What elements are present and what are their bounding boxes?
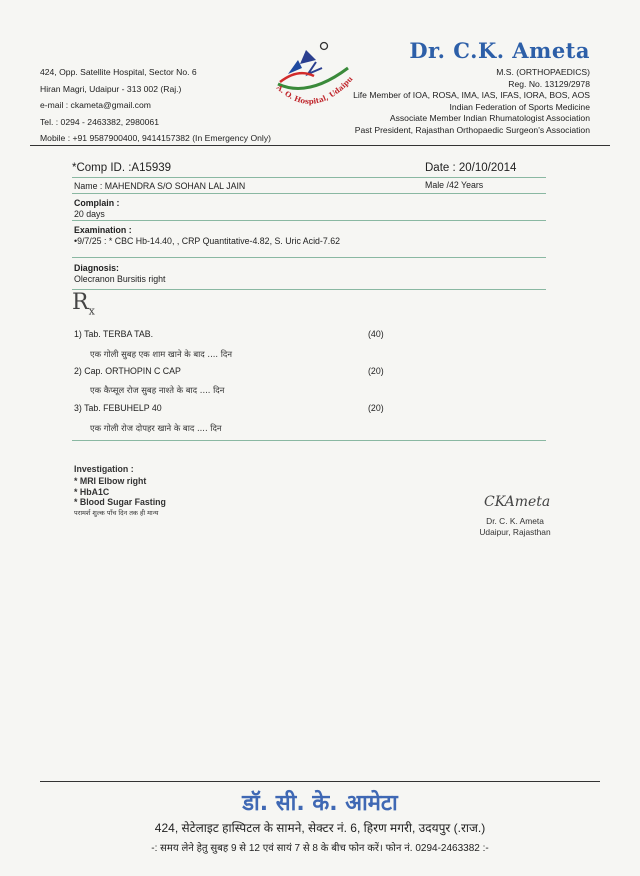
qualification-line: M.S. (ORTHOPAEDICS) <box>496 67 590 77</box>
footer-address: 424, सेटेलाइट हास्पिटल के सामने, सेक्टर नं. 6, हिरण मगरी, उदयपुर (.राज.) <box>154 821 486 835</box>
hospital-logo <box>268 38 360 116</box>
fee-validity-note: परामर्श शुल्क पाँच दिन तक ही मान्य <box>74 509 159 517</box>
complain-value: 20 days <box>74 209 105 219</box>
footer-timing: -: समय लेने हेतु सुबह 9 से 12 एवं सायं 7 से 8 के बीच फोन करें। फोन नं. 0294-2463382 :- <box>151 843 489 854</box>
mobile-line: Mobile : +91 9587900400, 9414157382 (In Emergency Only) <box>40 133 271 143</box>
comp-id: *Comp ID. :A15939 <box>72 162 172 174</box>
medicine-instruction: एक कैप्सूल रोज सुबह नाश्ते के बाद .... दिन <box>90 385 225 395</box>
examination-value: •9/7/25 : * CBC Hb-14.40, , CRP Quantitative-4.82, S. Uric Acid-7.62 <box>74 236 340 246</box>
doctor-signature: CKAmeta <box>484 494 551 510</box>
medicine-line: 3) Tab. FEBUHELP 40 <box>74 403 162 413</box>
footer-divider <box>40 781 600 782</box>
qualification-line: Past President, Rajasthan Orthopaedic Surgeon's Association <box>354 124 590 135</box>
clinic-address <box>40 64 271 147</box>
signature-block <box>470 516 560 538</box>
rx-subscript: x <box>88 304 95 318</box>
email-line: e-mail : ckameta@gmail.com <box>40 100 151 110</box>
logo-text: A. O. Hospital, Udaipu <box>274 74 355 106</box>
header-divider <box>30 145 610 146</box>
divider <box>72 177 546 178</box>
phone-line: Tel. : 0294 - 2463382, 2980061 <box>40 116 159 127</box>
diagnosis-label: Diagnosis: <box>74 263 119 273</box>
investigation-list <box>74 476 166 508</box>
divider <box>72 440 546 441</box>
examination-label: Examination : <box>74 225 132 235</box>
medicine-qty: (20) <box>368 366 384 376</box>
address-line: Hiran Magri, Udaipur - 313 002 (Raj.) <box>40 83 182 94</box>
medicine-qty: (40) <box>368 329 384 339</box>
signature-name: Dr. C. K. Ameta <box>486 516 544 526</box>
signature-place: Udaipur, Rajasthan <box>479 527 551 537</box>
qualification-line: Reg. No. 13129/2978 <box>508 78 590 89</box>
diagnosis-value: Olecranon Bursitis right <box>74 274 166 284</box>
qualification-line: Associate Member Indian Rhumatologist Association <box>389 113 590 124</box>
qualification-line: Life Member of IOA, ROSA, IMA, IAS, IFAS, IORA, BOS, AOS <box>353 90 590 101</box>
divider <box>72 193 546 194</box>
medicine-instruction: एक गोली सुबह एक शाम खाने के बाद .... दिन <box>90 349 232 359</box>
qualification-line: Indian Federation of Sports Medicine <box>449 101 590 112</box>
investigation-item: * Blood Sugar Fasting <box>74 497 166 507</box>
divider <box>72 257 546 258</box>
complain-label: Complain : <box>74 198 120 208</box>
investigation-item: * HbA1C <box>74 486 110 497</box>
patient-name: Name : MAHENDRA S/O SOHAN LAL JAIN <box>74 181 246 191</box>
patient-gender-age: Male /42 Years <box>425 180 484 190</box>
rx-symbol <box>72 290 95 317</box>
medicine-instruction: एक गोली रोज दोपहर खाने के बाद .... दिन <box>90 423 222 433</box>
divider <box>72 220 546 221</box>
investigation-label: Investigation : <box>74 464 134 474</box>
medicine-line: 1) Tab. TERBA TAB. <box>74 329 154 339</box>
prescription-date: Date : 20/10/2014 <box>425 162 517 174</box>
address-line: 424, Opp. Satellite Hospital, Sector No. 6 <box>40 67 197 77</box>
rx-letter: R <box>72 290 89 315</box>
divider <box>72 289 546 290</box>
doctor-qualifications <box>353 67 590 137</box>
footer-doctor-name: डॉ. सी. के. आमेटा <box>242 791 398 816</box>
medicine-qty: (20) <box>368 403 384 413</box>
medicine-line: 2) Cap. ORTHOPIN C CAP <box>74 366 181 376</box>
investigation-item: * MRI Elbow right <box>74 476 147 486</box>
doctor-name: Dr. C.K. Ameta <box>409 38 590 63</box>
